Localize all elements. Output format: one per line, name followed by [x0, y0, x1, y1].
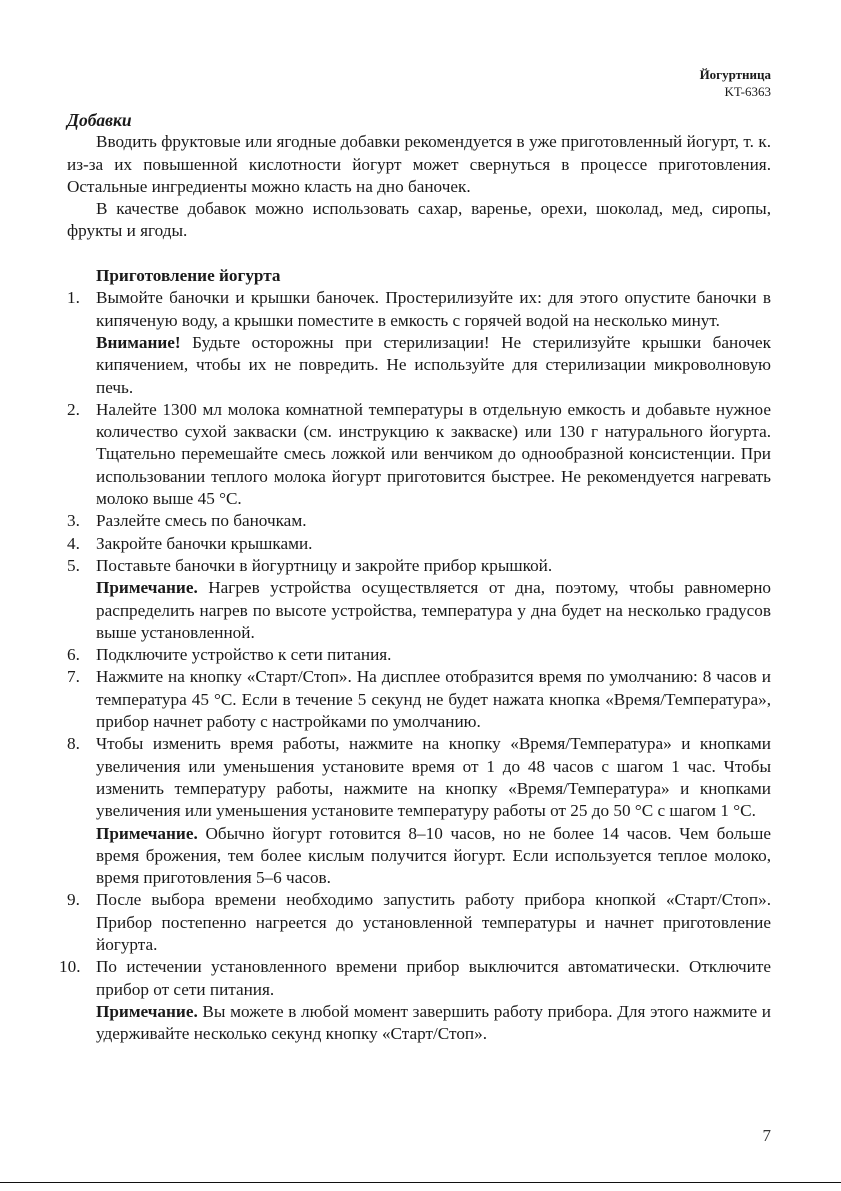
step-text: По истечении установленного времени прибор выключится автоматически. Отключите прибор от сети питания.	[96, 957, 771, 999]
step-1	[67, 287, 771, 398]
step-4	[67, 533, 771, 555]
step-text: После выбора времени необходимо запустить работу прибора кнопкой «Старт/Стоп». Прибор постепенно нагреется до установленной температуры и начнет приготовление йогурта.	[96, 890, 771, 954]
step-9	[67, 889, 771, 956]
step-number: 5.	[67, 555, 80, 575]
running-header	[700, 66, 771, 100]
step-number: 10.	[59, 957, 81, 977]
note-text: Будьте осторожны при стерилизации! Не стерилизуйте крышки баночек кипячением, чтобы их не повредить. Не используйте для стерилизации микроволновую печь.	[96, 332, 771, 397]
note-label: Примечание.	[96, 578, 198, 598]
step-note	[96, 577, 771, 644]
step-2	[67, 399, 771, 510]
step-note	[96, 823, 771, 890]
step-10	[59, 956, 771, 1045]
additives-paragraph-2: В качестве добавок можно использовать сахар, варенье, орехи, шоколад, мед, сиропы, фрукты и ягоды.	[67, 199, 771, 241]
step-6	[67, 644, 771, 666]
step-number: 2.	[67, 399, 80, 419]
step-text: Налейте 1300 мл молока комнатной температуры в отдельную емкость и добавьте нужное количество сухой закваски (см. инструкцию к закваске) или 130 г натурального йогурта. Тщательно перемешайте смесь ложкой или венчиком до однообразной консистенции. При использовании теплого молока йогурт приготовится быстрее. Не рекомендуется нагревать молоко выше 45 °С.	[96, 399, 771, 509]
step-text: Нажмите на кнопку «Старт/Стоп». На дисплее отобразится время по умолчанию: 8 часов и температура 45 °С. Если в течение 5 секунд не будет нажата кнопка «Время/Температура», прибор начнет работу с настройками по умолчанию.	[96, 667, 771, 732]
step-8	[67, 733, 771, 889]
step-5	[67, 555, 771, 644]
additives-title: Добавки	[67, 110, 132, 130]
step-7	[67, 666, 771, 733]
preparation-steps	[59, 287, 771, 1045]
preparation-title: Приготовление йогурта	[96, 266, 281, 286]
product-name: Йогуртница	[699, 67, 771, 82]
step-number: 3.	[67, 511, 80, 531]
note-text: Вы можете в любой момент завершить работу прибора. Для этого нажмите и удерживайте несколько секунд кнопку «Старт/Стоп».	[96, 1001, 771, 1044]
step-3	[67, 510, 771, 532]
additives-paragraph-1: Вводить фруктовые или ягодные добавки рекомендуется в уже приготовленный йогурт, т. к. из-за их повышенной кислотности йогурт может свернуться в процессе приготовления. Остальные ингредиенты можно класть на дно баночек.	[67, 132, 771, 196]
bottom-divider	[0, 1182, 841, 1183]
step-number: 8.	[67, 734, 80, 754]
page-number: 7	[762, 1126, 771, 1145]
note-label: Внимание!	[96, 332, 181, 352]
step-text: Чтобы изменить время работы, нажмите на кнопку «Время/Температура» и кнопками увеличения или уменьшения установите время от 1 до 48 часов с шагом 1 час. Чтобы изменить температуру работы, нажмите на кнопку «Время/Температура» и кнопками увеличения или уменьшения установите температуру работы от 25 до 50 °С с шагом 1 °С.	[96, 734, 771, 821]
step-number: 1.	[67, 288, 80, 308]
step-text: Вымойте баночки и крышки баночек. Простерилизуйте их: для этого опустите баночки в кипяченую воду, а крышки поместите в емкость с горячей водой на несколько минут.	[96, 288, 771, 330]
step-text: Разлейте смесь по баночкам.	[96, 511, 307, 531]
step-text: Поставьте баночки в йогуртницу и закройте прибор крышкой.	[96, 555, 553, 575]
step-note	[96, 332, 771, 399]
step-number: 4.	[67, 533, 80, 553]
note-text: Обычно йогурт готовится 8–10 часов, но не более 14 часов. Чем больше время брожения, тем более кислым получится йогурт. Если используется теплое молоко, время приготовления 5–6 часов.	[96, 823, 771, 888]
step-note	[96, 1001, 771, 1046]
note-text: Нагрев устройства осуществляется от дна, поэтому, чтобы равномерно распределить нагрев по высоте устройства, температура у дна будет на несколько градусов выше установленной.	[96, 578, 771, 642]
note-label: Примечание.	[96, 1001, 198, 1021]
model-number: KT-6363	[724, 84, 771, 99]
step-text: Подключите устройство к сети питания.	[96, 645, 392, 665]
page-content	[59, 109, 771, 1045]
step-number: 7.	[67, 667, 80, 687]
step-text: Закройте баночки крышками.	[96, 533, 313, 553]
note-label: Примечание.	[96, 823, 198, 843]
step-number: 9.	[67, 890, 80, 910]
step-number: 6.	[67, 645, 80, 665]
